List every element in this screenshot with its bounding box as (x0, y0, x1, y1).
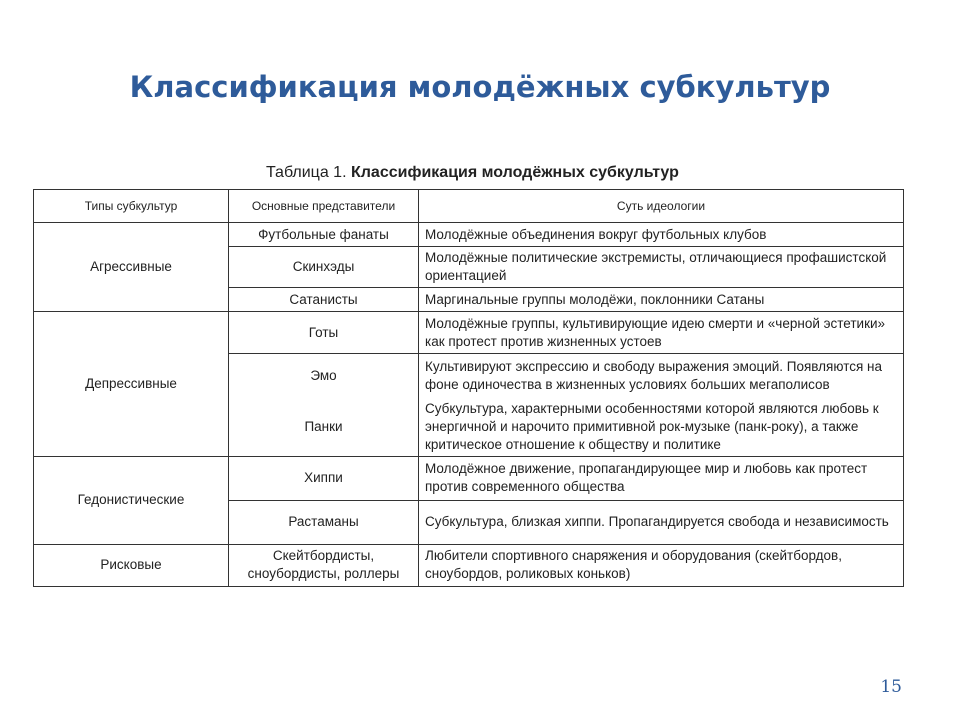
header-types: Типы субкультур (34, 190, 229, 223)
rep-cell: Хиппи (229, 456, 419, 500)
rep-cell: Скейтбордисты, сноубордисты, роллеры (229, 544, 419, 586)
rep-cell: Скинхэды (229, 247, 419, 288)
table-row (34, 456, 904, 500)
table-caption-text: Классификация молодёжных субкультур (350, 164, 679, 181)
ideology-cell: Культивируют экспрессию и свободу выражения эмоций. Появляются на фоне одиночества в жизненных условиях больших мегаполисов (419, 354, 904, 398)
table-caption (266, 164, 679, 182)
type-cell-hedonistic: Гедонистические (34, 456, 229, 544)
ideology-cell: Молодёжное движение, пропагандирующее мир и любовь как протест против современного общества (419, 456, 904, 500)
table-header-row (34, 190, 904, 223)
rep-cell: Футбольные фанаты (229, 223, 419, 247)
rep-cell: Сатанисты (229, 288, 419, 312)
header-representatives: Основные представители (229, 190, 419, 223)
ideology-cell: Маргинальные группы молодёжи, поклонники Сатаны (419, 288, 904, 312)
table-row (34, 312, 904, 354)
ideology-cell: Любители спортивного снаряжения и оборудования (скейтбордов, сноубордов, роликовых коньков) (419, 544, 904, 586)
rep-cell: Растаманы (229, 500, 419, 544)
type-cell-aggressive: Агрессивные (34, 223, 229, 312)
table-caption-number: Таблица 1. (266, 164, 347, 181)
slide-title: Классификация молодёжных субкультур (129, 70, 831, 104)
type-cell-risky: Рисковые (34, 544, 229, 586)
header-ideology: Суть идеологии (419, 190, 904, 223)
rep-cell: Эмо (229, 354, 419, 398)
subculture-table (33, 189, 904, 587)
ideology-cell: Субкультура, близкая хиппи. Пропагандируется свобода и независимость (419, 500, 904, 544)
table-row (34, 223, 904, 247)
ideology-cell: Молодёжные политические экстремисты, отличающиеся профашистской ориентацией (419, 247, 904, 288)
type-cell-depressive: Депрессивные (34, 312, 229, 457)
ideology-cell: Субкультура, характерными особенностями которой являются любовь к энергичной и нарочито примитивной рок-музыке (панк-року), а также критическое отношение к обществу и политике (419, 398, 904, 457)
page-number: 15 (880, 677, 902, 697)
ideology-cell: Молодёжные группы, культивирующие идею смерти и «черной эстетики» как протест против жизненных устоев (419, 312, 904, 354)
table-row (34, 544, 904, 586)
rep-cell: Готы (229, 312, 419, 354)
ideology-cell: Молодёжные объединения вокруг футбольных клубов (419, 223, 904, 247)
rep-cell: Панки (229, 398, 419, 457)
